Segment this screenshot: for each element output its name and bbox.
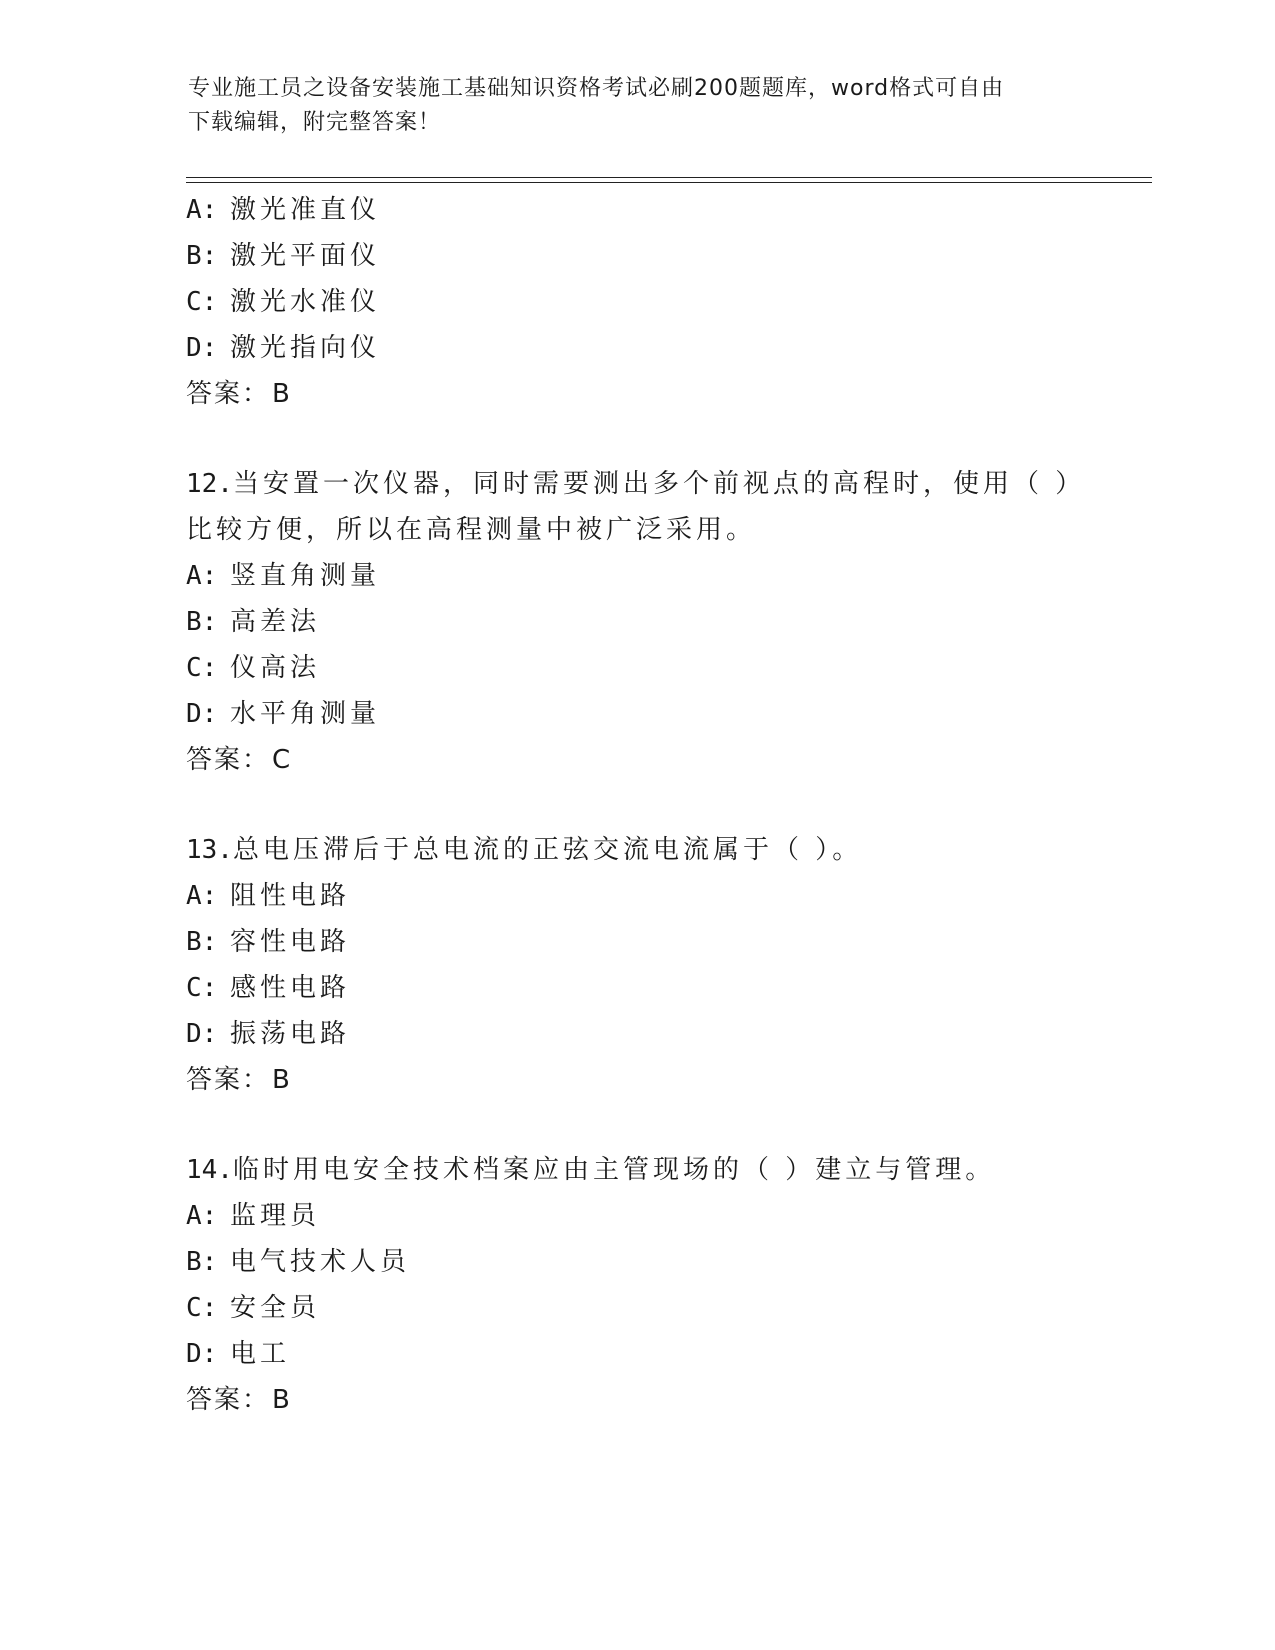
option-letter: D: [186, 1019, 218, 1049]
answer [186, 1377, 1146, 1423]
option-c [186, 645, 1146, 691]
question-number: 13. [186, 835, 233, 865]
question-list [186, 187, 1146, 1423]
option-c [186, 1285, 1146, 1331]
option-letter: D: [186, 699, 218, 729]
option-text: 竖直角测量 [230, 561, 381, 591]
option-text: 监理员 [230, 1201, 321, 1231]
option-letter: C: [186, 973, 218, 1003]
answer-value: B [272, 1065, 292, 1095]
option-text: 激光指向仪 [230, 333, 381, 363]
answer-label: 答案： [186, 1385, 271, 1415]
option-text: 容性电路 [230, 927, 351, 957]
option-letter: B: [186, 927, 218, 957]
option-text: 感性电路 [230, 973, 351, 1003]
option-b [186, 919, 1146, 965]
option-text: 电工 [230, 1339, 291, 1369]
question-12 [186, 461, 1146, 783]
option-letter: D: [186, 1339, 218, 1369]
question-number: 12. [186, 469, 233, 499]
header-line-1: 专业施工员之设备安装施工基础知识资格考试必刷200题题库，word格式可自由 [188, 76, 1005, 101]
header-divider-bottom [186, 182, 1152, 183]
option-d [186, 1011, 1146, 1057]
answer-value: B [272, 379, 292, 409]
option-text: 激光平面仪 [230, 241, 381, 271]
question-text-line-1: 临时用电安全技术档案应由主管现场的（ ）建立与管理。 [232, 1155, 996, 1185]
option-c [186, 965, 1146, 1011]
option-letter: C: [186, 287, 218, 317]
answer [186, 371, 1146, 417]
option-b [186, 233, 1146, 279]
option-letter: B: [186, 241, 218, 271]
option-letter: A: [186, 195, 218, 225]
question-13 [186, 827, 1146, 1103]
question-text-line-2: 比较方便，所以在高程测量中被广泛采用。 [186, 515, 757, 545]
answer-label: 答案： [186, 379, 271, 409]
option-letter: C: [186, 653, 218, 683]
option-a [186, 187, 1146, 233]
option-letter: D: [186, 333, 218, 363]
option-a [186, 1193, 1146, 1239]
option-d [186, 325, 1146, 371]
question-stem [186, 461, 1146, 507]
option-d [186, 1331, 1146, 1377]
answer-label: 答案： [186, 1065, 271, 1095]
option-c [186, 279, 1146, 325]
question-text-line-1: 当安置一次仪器，同时需要测出多个前视点的高程时，使用（ ） [232, 469, 1086, 499]
answer-label: 答案： [186, 745, 271, 775]
option-text: 电气技术人员 [230, 1247, 411, 1277]
answer [186, 1057, 1146, 1103]
option-text: 安全员 [230, 1293, 321, 1323]
option-letter: B: [186, 1247, 218, 1277]
option-letter: A: [186, 561, 218, 591]
option-text: 激光水准仪 [230, 287, 381, 317]
header-divider-top [186, 177, 1152, 178]
answer-value: C [272, 745, 293, 775]
question-text-line-1: 总电压滞后于总电流的正弦交流电流属于（ ）。 [232, 835, 863, 865]
document-header [188, 72, 1088, 140]
question-stem [186, 1147, 1146, 1193]
option-b [186, 599, 1146, 645]
question-stem [186, 827, 1146, 873]
option-letter: A: [186, 881, 218, 911]
option-text: 水平角测量 [230, 699, 381, 729]
option-text: 仪高法 [230, 653, 321, 683]
question-number: 14. [186, 1155, 233, 1185]
option-text: 阻性电路 [230, 881, 351, 911]
option-letter: C: [186, 1293, 218, 1323]
option-text: 高差法 [230, 607, 321, 637]
option-text: 激光准直仪 [230, 195, 381, 225]
option-text: 振荡电路 [230, 1019, 351, 1049]
question-11 [186, 187, 1146, 417]
option-b [186, 1239, 1146, 1285]
option-a [186, 873, 1146, 919]
option-a [186, 553, 1146, 599]
option-letter: A: [186, 1201, 218, 1231]
answer-value: B [272, 1385, 292, 1415]
header-line-2: 下载编辑，附完整答案！ [188, 110, 442, 135]
option-d [186, 691, 1146, 737]
question-14 [186, 1147, 1146, 1423]
answer [186, 737, 1146, 783]
option-letter: B: [186, 607, 218, 637]
